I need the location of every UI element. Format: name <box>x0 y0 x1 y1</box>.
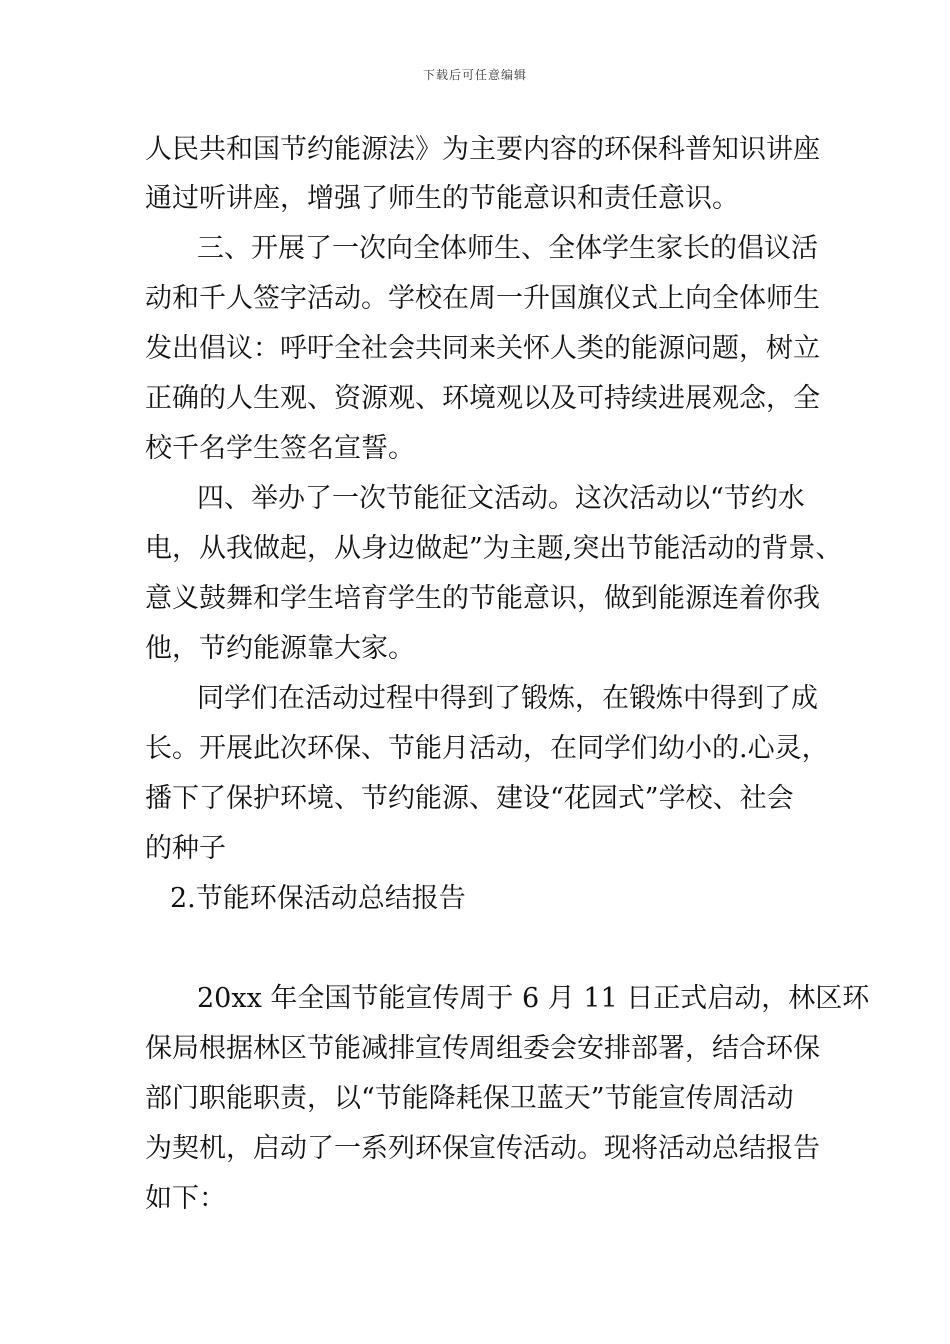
text-line: 20xx 年全国节能宣传周于 6 月 11 日正式启动，林区环 <box>197 983 870 1014</box>
section-heading: 2.节能环保活动总结报告 <box>170 883 466 914</box>
text-line: 发出倡议：呼吁全社会共同来关怀人类的能源问题，树立 <box>145 333 820 364</box>
text-line: 他，节约能源靠大家。 <box>145 633 415 664</box>
text-line: 部门职能职责，以“节能降耗保卫蓝天”节能宣传周活动 <box>145 1083 794 1114</box>
text-line: 动和千人签字活动。学校在周一升国旗仪式上向全体师生 <box>145 283 820 314</box>
text-line: 播下了保护环境、节约能源、建设“花园式”学校、社会 <box>145 783 794 814</box>
text-line: 四、举办了一次节能征文活动。这次活动以“节约水 <box>197 483 805 514</box>
text-line: 为契机，启动了一系列环保宣传活动。现将活动总结报告 <box>145 1133 820 1164</box>
text-line: 的种子 <box>145 833 226 864</box>
text-line: 意义鼓舞和学生培育学生的节能意识，做到能源连着你我 <box>145 583 820 614</box>
text-line: 通过听讲座，增强了师生的节能意识和责任意识。 <box>145 183 739 214</box>
text-line: 正确的人生观、资源观、环境观以及可持续进展观念，全 <box>145 383 820 414</box>
text-line: 三、开展了一次向全体师生、全体学生家长的倡议活 <box>197 233 818 264</box>
text-line: 人民共和国节约能源法》为主要内容的环保科普知识讲座 <box>145 134 820 165</box>
text-line: 电，从我做起，从身边做起”为主题,突出节能活动的背景、 <box>145 533 843 564</box>
text-line: 如下： <box>145 1183 226 1214</box>
text-line: 保局根据林区节能减排宣传周组委会安排部署，结合环保 <box>145 1033 820 1064</box>
page-header: 下载后可任意编辑 <box>422 68 527 82</box>
text-line: 长。开展此次环保、节能月活动，在同学们幼小的.心灵， <box>145 733 829 764</box>
text-line: 同学们在活动过程中得到了锻炼，在锻炼中得到了成 <box>197 683 818 714</box>
text-line: 校千名学生签名宣誓。 <box>145 433 415 464</box>
